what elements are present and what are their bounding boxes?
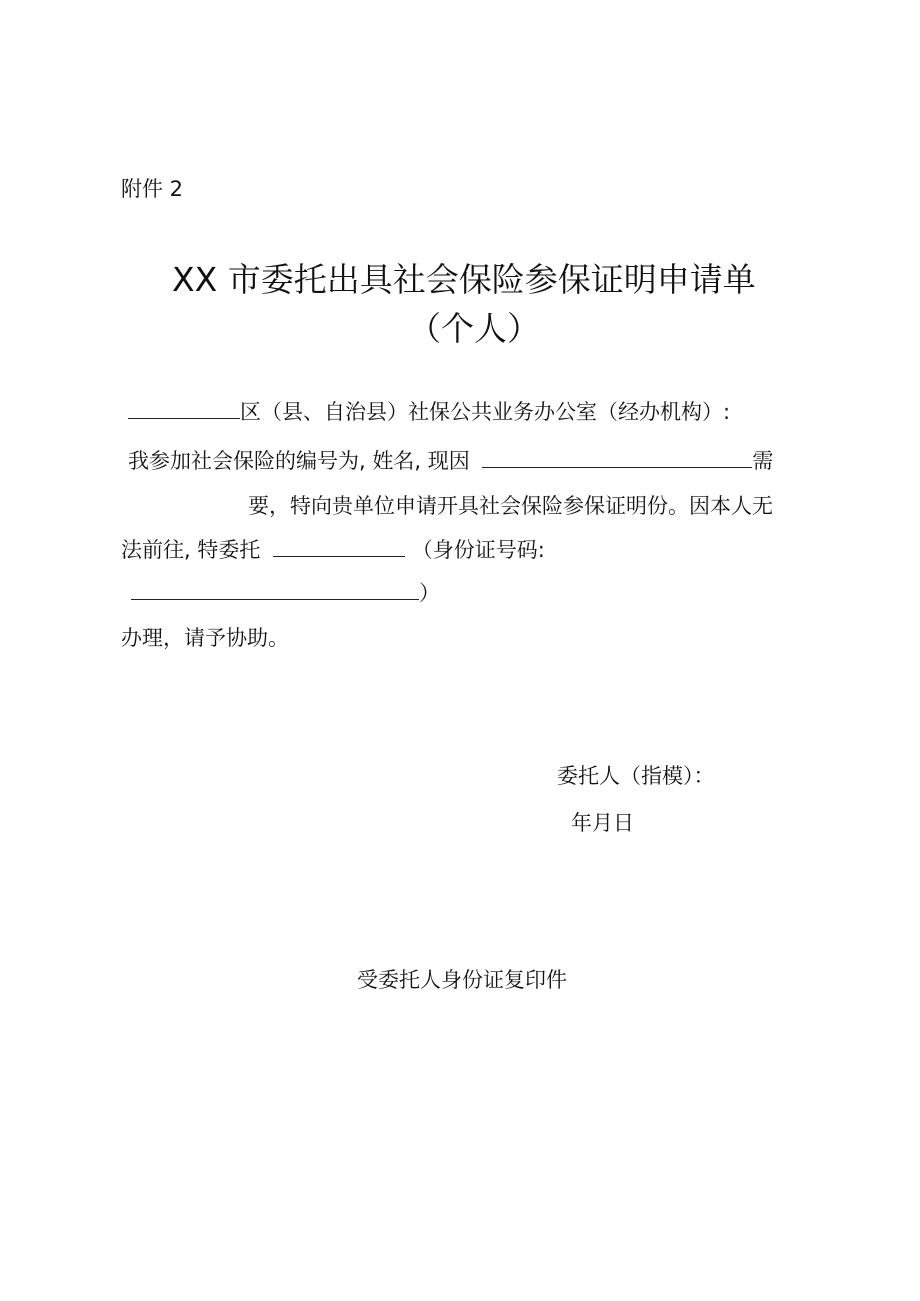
body-line-2 <box>128 447 773 475</box>
document-title: XX 市委托出具社会保险参保证明申请单 <box>172 260 756 299</box>
document-subtitle: （个人） <box>408 309 540 348</box>
reason-blank[interactable] <box>482 447 752 468</box>
body-line-4 <box>121 536 545 564</box>
addressee-line <box>128 398 730 426</box>
body-line-5 <box>131 579 440 607</box>
id-copy-label: 受委托人身份证复印件 <box>357 968 567 992</box>
id-number-blank[interactable] <box>131 579 419 600</box>
entrust-text: 法前往, 特委托 <box>121 538 261 562</box>
body-line-6: 办理，请予协助。 <box>121 626 289 650</box>
addressee-text: 区（县、自治县）社保公共业务办公室（经办机构）: <box>240 400 731 424</box>
attachment-label: 附件 2 <box>121 177 184 201</box>
principal-signature-label: 委托人（指模）： <box>557 764 715 788</box>
district-blank[interactable] <box>128 398 240 419</box>
insurance-number-text: 我参加社会保险的编号为, 姓名, 现因 <box>128 449 470 473</box>
id-number-label: （身份证号码: <box>411 538 545 562</box>
body-line-3: 要，特向贵单位申请开具社会保险参保证明份。因本人无 <box>248 494 773 518</box>
agent-name-blank[interactable] <box>273 536 405 557</box>
need-text: 需 <box>752 449 774 473</box>
closing-paren: ） <box>419 581 440 605</box>
date-label: 年月日 <box>571 811 634 835</box>
